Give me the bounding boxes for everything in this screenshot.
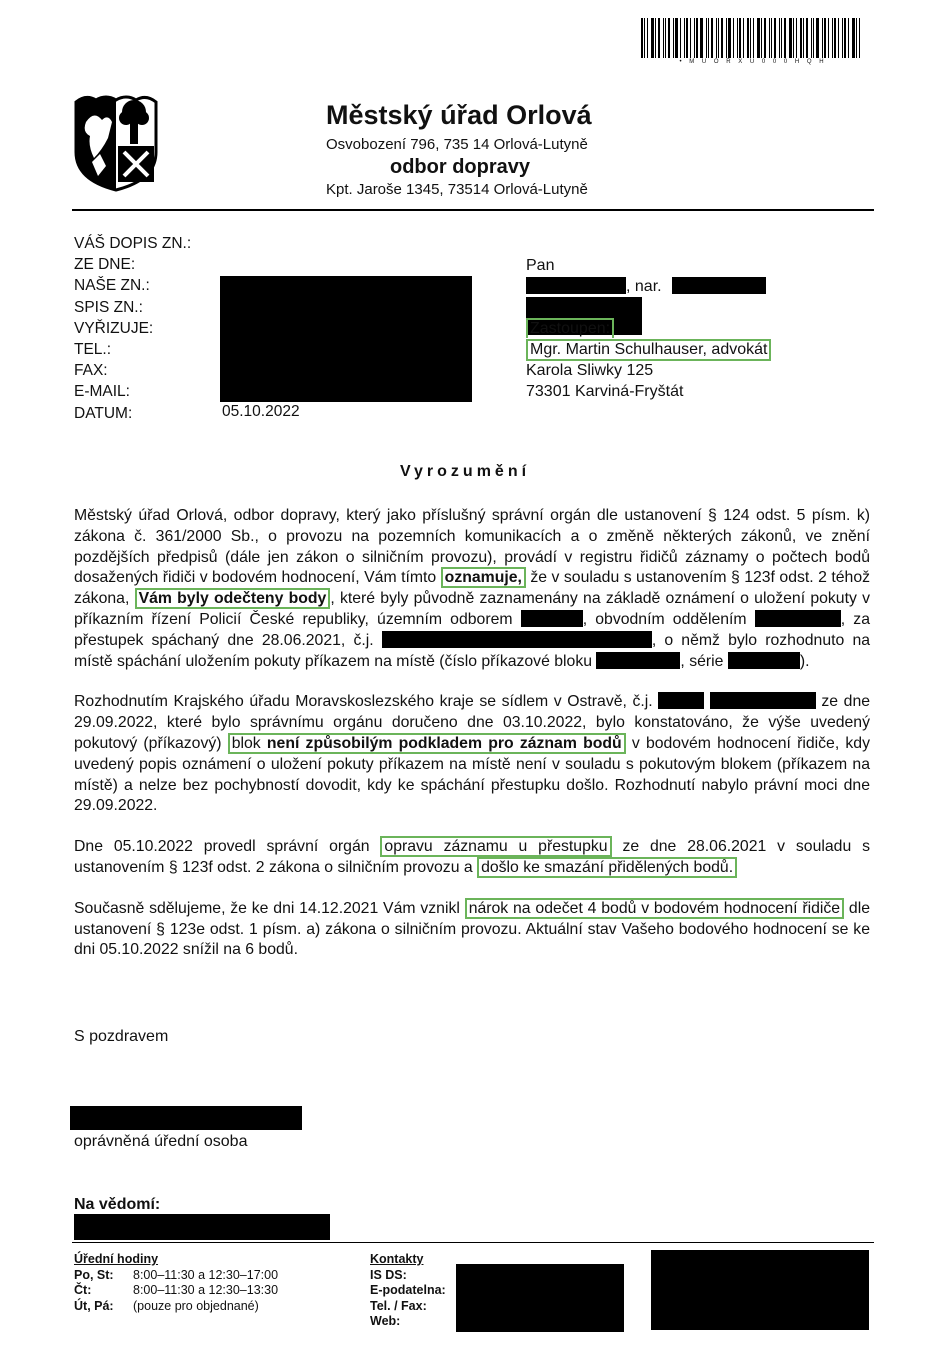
barcode-text: • M U O R X U 0 0 0 H Q H <box>679 59 827 65</box>
barcode-bar <box>737 18 738 58</box>
barcode-bar <box>658 18 660 58</box>
p1-text-e: , za přestupek spáchaný dne 28.06.2021, č.j. <box>74 610 870 649</box>
redaction-footer-info <box>651 1250 869 1330</box>
redaction-block-series <box>728 652 800 669</box>
redaction-decision-ref-2 <box>710 692 816 709</box>
barcode-bar <box>651 18 654 58</box>
barcode-bar <box>757 18 760 58</box>
barcode-bar <box>747 18 749 58</box>
recipient-salutation: Pan <box>526 257 555 274</box>
p1-text-d: , obvodním oddělením <box>582 610 747 628</box>
barcode-bar <box>647 18 648 58</box>
barcode-bar <box>828 18 829 58</box>
highlight-oznamuje: oznamuje, <box>441 567 526 588</box>
barcode-bar <box>644 18 645 58</box>
barcode-bar <box>784 18 786 58</box>
barcode-bar <box>739 18 741 58</box>
redaction-block-number <box>596 652 680 669</box>
barcode-bar <box>706 18 707 58</box>
barcode-bar <box>680 18 681 58</box>
greeting: S pozdravem <box>74 1028 169 1045</box>
barcode-bar <box>728 18 731 58</box>
p1-text-f: , o němž bylo rozhodnuto na místě spáchání uložením pokuty příkazem na místě (číslo příkazové bloku <box>74 631 871 670</box>
barcode-bar <box>852 18 855 58</box>
barcode-bar <box>834 18 836 58</box>
hours-row <box>74 1283 278 1299</box>
p2-highlight-prefix: blok <box>231 734 261 752</box>
letter-subject: Vyrozumění <box>399 463 531 480</box>
barcode-bar <box>733 18 734 58</box>
header-divider <box>72 209 874 211</box>
letter-body <box>74 506 870 981</box>
barcode-bar <box>859 18 860 58</box>
barcode-bar <box>842 18 843 58</box>
barcode-bar <box>708 18 709 58</box>
barcode-bar <box>803 18 804 58</box>
highlight-points-deleted: došlo ke smazání přidělených bodů. <box>477 857 737 878</box>
barcode-bar <box>718 18 719 58</box>
label-dated: ZE DNE: <box>74 256 136 274</box>
barcode-bar <box>781 18 782 58</box>
barcode-bar <box>686 18 688 58</box>
barcode-bar <box>806 18 808 58</box>
label-tel: TEL.: <box>74 341 112 359</box>
p1-text-a: Městský úřad Orlová, odbor dopravy, který jako příslušný správní orgán dle ustanovení § 124 odst. 5 písm. k) zákona č. 361/2000 Sb., o provozu na pozemních komunikacích a o změně některých zákonů, ve znění pozdějších předpisů (dále jen zákon o silničním provozu), provádí v registru řidičů záznamy o počtech bodů dosažených řidiči v bodovém hodnocení, Vám tímto <box>74 507 870 587</box>
p1-text-c: , které byly původně zaznamenány na základě oznámení o uložení pokuty v příkazním řízení Policií České republiky, územním odborem <box>74 590 870 628</box>
barcode-bar <box>838 18 839 58</box>
barcode-bar <box>774 18 776 58</box>
barcode-bar <box>665 18 666 58</box>
barcode-bar <box>779 18 780 58</box>
redaction-police-station <box>755 610 841 627</box>
barcode-bar <box>700 18 703 58</box>
barcode-bar <box>761 18 762 58</box>
barcode-bar <box>673 18 674 58</box>
highlight-record-correction: opravu záznamu u přestupku <box>380 836 611 857</box>
hours-day: Čt: <box>74 1283 92 1297</box>
barcode-bar <box>793 18 794 58</box>
barcode-bar <box>813 18 814 58</box>
office-address: Osvobození 796, 735 14 Orlová-Lutyně <box>326 136 588 153</box>
barcode-bar <box>668 18 670 58</box>
p1-text-g: , série <box>680 652 724 670</box>
label-handled-by: VYŘIZUJE: <box>74 319 154 337</box>
barcode-bar <box>789 18 792 58</box>
hours-row <box>74 1299 278 1315</box>
barcode-bar <box>753 18 754 58</box>
office-hours <box>74 1252 278 1314</box>
contact-label-web: Web: <box>370 1314 401 1328</box>
highlight-points-deducted: Vám byly odečteny body <box>135 588 331 609</box>
representative-city: 73301 Karviná-Fryštát <box>526 383 684 400</box>
coat-of-arms-logo <box>72 92 160 192</box>
hours-day: Út, Pá: <box>74 1298 114 1313</box>
redaction-police-dept <box>521 610 583 627</box>
p2-highlight-text: není způsobilým podkladem pro záznam bodů <box>266 734 622 752</box>
label-file-ref: SPIS ZN.: <box>74 298 143 316</box>
paragraph-entitlement <box>74 899 870 961</box>
hours-time: 8:00–11:30 a 12:30–17:00 <box>133 1267 279 1282</box>
reference-labels <box>74 233 191 424</box>
barcode-bar <box>696 18 698 58</box>
hours-row <box>74 1268 278 1284</box>
barcode <box>641 18 865 70</box>
hours-time: (pouze pro objednané) <box>133 1298 259 1313</box>
redaction-birth-date <box>672 277 766 294</box>
paragraph-decision <box>74 692 870 817</box>
barcode-bar <box>690 18 691 58</box>
representative-street: Karola Sliwky 125 <box>526 362 654 379</box>
redaction-contact-details <box>456 1264 624 1332</box>
barcode-bar <box>655 18 656 58</box>
contact-label-isds: IS DS: <box>370 1267 407 1282</box>
barcode-bar <box>641 18 643 58</box>
barcode-bar <box>694 18 695 58</box>
highlight-deduction-entitlement: nárok na odečet 4 bodů v bodovém hodnocení řidiče <box>465 898 844 919</box>
p2-text-c: v bodovém hodnocení řidiče, kdy uvedený popis oznámení o uložení pokuty příkazem na místě není v souladu s pokutovým blokem (příkazem na místě) a nelze bez pochybností dovodit, kdy ke spáchání přestupku došlo. Rozhodnutí nabylo právní moci dne 29.09.2022. <box>74 734 870 815</box>
barcode-bar <box>743 18 744 58</box>
p1-text-h: ). <box>799 652 810 670</box>
barcode-bar <box>726 18 727 58</box>
contact-label-epodatelna: E-podatelna: <box>370 1283 446 1297</box>
office-title: Městský úřad Orlová <box>326 100 592 130</box>
label-date: DATUM: <box>74 404 133 422</box>
barcode-bar <box>721 18 723 58</box>
label-your-letter: VÁŠ DOPIS ZN.: <box>74 235 192 252</box>
barcode-bar <box>822 18 823 58</box>
represented-label: Zastoupen: <box>526 318 614 338</box>
redaction-decision-ref-1 <box>658 692 704 709</box>
p3-text-b: ze dne 28.06.2021 v souladu s ustanovením § 123f odst. 2 zákona o silničním provozu a <box>74 838 870 876</box>
highlight-not-valid-basis <box>228 733 626 754</box>
redaction-case-number <box>382 631 652 648</box>
barcode-bar <box>856 18 857 58</box>
paragraph-correction <box>74 837 870 879</box>
barcode-bar <box>811 18 812 58</box>
barcode-bar <box>663 18 664 58</box>
label-email: E-MAIL: <box>74 383 130 401</box>
p4-text-a: Současně sdělujeme, že ke dni 14.12.2021 Vám vznikl <box>74 899 460 917</box>
redaction-reference-details <box>220 276 472 402</box>
redaction-signer-name <box>70 1106 302 1130</box>
contacts <box>370 1252 446 1330</box>
barcode-bar <box>832 18 833 58</box>
barcode-bar <box>675 18 678 58</box>
letter-date: 05.10.2022 <box>222 403 300 420</box>
barcode-bar <box>800 18 802 58</box>
barcode-bar <box>716 18 717 58</box>
hours-time: 8:00–11:30 a 12:30–13:30 <box>133 1283 279 1297</box>
p2-text-b: ze dne 29.09.2022, které bylo správnímu orgánu doručeno dne 03.10.2022, bylo konstatováno, že výše uvedený pokutový (příkazový) <box>74 693 871 752</box>
barcode-bar <box>796 18 797 58</box>
barcode-bar <box>844 18 846 58</box>
footer-divider <box>72 1242 874 1243</box>
department-title: odbor dopravy <box>390 156 531 178</box>
barcode-bar <box>848 18 849 58</box>
p2-text-a: Rozhodnutím Krajského úřadu Moravskoslezského kraje se sídlem v Ostravě, č.j. <box>74 693 653 711</box>
redaction-cc-recipients <box>74 1214 330 1240</box>
barcode-bar <box>816 18 819 58</box>
barcode-bar <box>769 18 770 58</box>
recipient-address <box>526 255 771 402</box>
hours-day: Po, St: <box>74 1267 114 1282</box>
barcode-bars <box>641 18 865 58</box>
recipient-born-label: , nar. <box>626 278 662 295</box>
barcode-bar <box>684 18 685 58</box>
barcode-bar <box>711 18 713 58</box>
signer-role: oprávněná úřední osoba <box>74 1133 248 1150</box>
p1-text-b: že v souladu s ustanovením § 123f odst. 2 téhož zákona, <box>74 569 871 608</box>
cc-label: Na vědomí: <box>74 1196 161 1213</box>
p4-text-b: dle ustanovení § 123e odst. 1 písm. a) zákona o silničním provozu. Aktuální stav Vašeho bodového hodnocení se ke dni 05.10.2022 snížil na 6 bodů. <box>74 899 871 959</box>
office-hours-title: Úřední hodiny <box>74 1252 159 1266</box>
barcode-bar <box>750 18 751 58</box>
label-fax: FAX: <box>74 362 108 380</box>
representative-name: Mgr. Martin Schulhauser, advokát <box>526 339 771 361</box>
redaction-recipient-name <box>526 277 626 294</box>
barcode-bar <box>764 18 766 58</box>
contact-label-tel-fax: Tel. / Fax: <box>370 1298 427 1313</box>
contacts-title: Kontakty <box>370 1252 424 1266</box>
barcode-bar <box>824 18 826 58</box>
paragraph-notification <box>74 506 870 672</box>
p3-text-a: Dne 05.10.2022 provedl správní orgán <box>74 838 370 856</box>
department-address: Kpt. Jaroše 1345, 73514 Orlová-Lutyně <box>326 181 588 198</box>
label-our-ref: NAŠE ZN.: <box>74 277 150 295</box>
barcode-bar <box>771 18 772 58</box>
